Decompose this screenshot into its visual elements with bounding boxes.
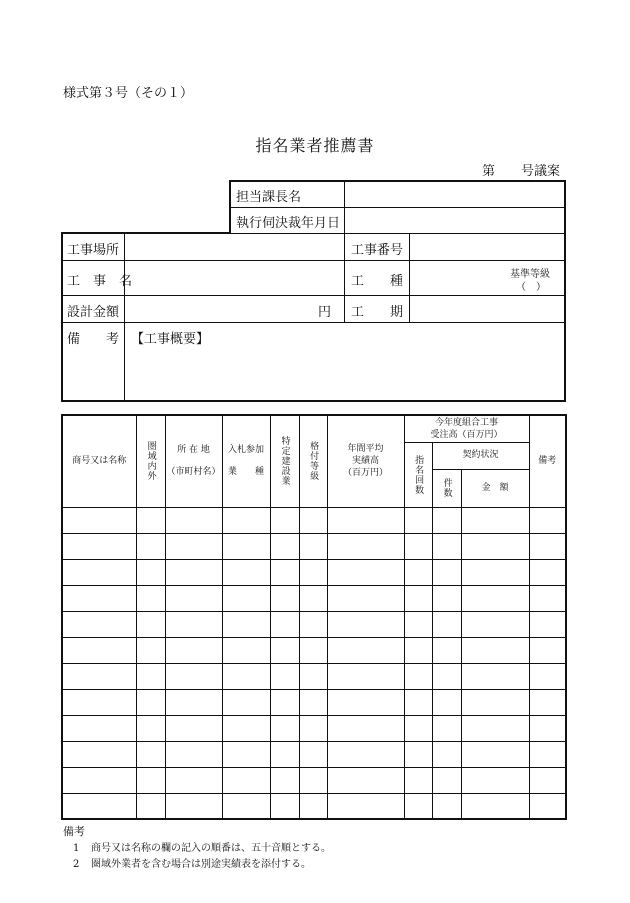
table-cell[interactable] [136,715,165,741]
table-cell[interactable] [461,507,529,533]
table-cell[interactable] [299,741,327,767]
table-cell[interactable] [222,507,270,533]
table-cell[interactable] [165,585,222,611]
col-count: 件数 [441,478,452,498]
table-cell[interactable] [222,637,270,663]
col-thisyear: 今年度組合工事 [435,417,499,428]
table-cell[interactable] [165,767,222,793]
table-row [62,611,566,637]
table-cell[interactable] [222,585,270,611]
table-cell[interactable] [461,741,529,767]
table-cell[interactable] [432,663,461,689]
table-cell[interactable] [270,585,299,611]
table-cell[interactable] [222,715,270,741]
table-cell[interactable] [165,637,222,663]
table-cell[interactable] [165,507,222,533]
table-cell[interactable] [62,611,136,637]
table-cell[interactable] [222,559,270,585]
col-shimei: 指名回数 [413,454,424,495]
table-cell[interactable] [62,585,136,611]
agenda-number [482,160,560,179]
table-cell[interactable] [529,663,566,689]
table-cell[interactable] [165,611,222,637]
table-cell[interactable] [62,689,136,715]
col-bid-sub: 業 種 [227,467,264,478]
label-shikkou: 執行伺決裁年月日 [236,216,341,231]
table-cell[interactable] [136,507,165,533]
table-cell[interactable] [165,793,222,819]
table-cell[interactable] [432,507,461,533]
label-gaiyo: 【工事概要】 [131,332,210,347]
label-koshu: 工 種 [351,274,404,289]
table-cell[interactable] [136,663,165,689]
table-cell[interactable] [165,715,222,741]
agenda-label-left: 第 [482,164,496,179]
table-cell[interactable] [270,715,299,741]
table-cell[interactable] [461,533,529,559]
table-row [62,689,566,715]
table-cell[interactable] [136,637,165,663]
table-row [62,663,566,689]
table-cell[interactable] [404,637,432,663]
table-cell[interactable] [404,507,432,533]
table-cell[interactable] [136,559,165,585]
label-koki: 工 期 [351,305,404,320]
table-cell[interactable] [299,637,327,663]
notes-heading: 備考 [63,825,85,838]
table-cell[interactable] [136,533,165,559]
table-cell[interactable] [136,741,165,767]
table-row [62,715,566,741]
table-cell[interactable] [327,585,404,611]
table-row [62,507,566,533]
table-row [62,637,566,663]
contractor-list-table [61,414,567,820]
table-cell[interactable] [461,663,529,689]
col-thisyear-sub: 受注高（百万円） [430,429,503,440]
notes [63,823,331,873]
col-avg-unit: （百万円） [342,468,388,479]
label-kijun: 基準等級 [510,269,550,280]
table-cell[interactable] [432,533,461,559]
table-cell[interactable] [327,715,404,741]
table-cell[interactable] [62,559,136,585]
table-cell[interactable] [165,663,222,689]
col-bid: 入札参加 [227,445,264,456]
table-cell[interactable] [432,741,461,767]
table-cell[interactable] [327,793,404,819]
table-row [62,767,566,793]
table-cell[interactable] [327,611,404,637]
label-sekkei: 設計金額 [67,305,120,320]
col-special: 特定建設業 [279,436,290,487]
col-amount: 金 額 [461,469,529,507]
table-cell[interactable] [299,533,327,559]
agenda-label-right: 号議案 [521,164,561,179]
table-cell[interactable] [529,637,566,663]
label-koji-bango: 工事番号 [351,243,404,258]
table-cell[interactable] [299,793,327,819]
table-cell[interactable] [327,767,404,793]
table-cell[interactable] [165,689,222,715]
table-cell[interactable] [529,793,566,819]
col-location-sub: （市町村名） [166,467,221,478]
table-cell[interactable] [404,533,432,559]
table-cell[interactable] [62,637,136,663]
table-cell[interactable] [270,559,299,585]
table-cell[interactable] [404,767,432,793]
table-cell[interactable] [461,585,529,611]
table-cell[interactable] [270,533,299,559]
table-cell[interactable] [404,793,432,819]
table-cell[interactable] [62,533,136,559]
table-cell[interactable] [270,767,299,793]
table-cell[interactable] [299,715,327,741]
table-cell[interactable] [222,767,270,793]
table-cell[interactable] [270,793,299,819]
table-cell[interactable] [62,715,136,741]
col-inout: 圏域内外 [145,441,156,482]
table-cell[interactable] [270,689,299,715]
table-cell[interactable] [270,637,299,663]
table-cell[interactable] [461,611,529,637]
table-cell[interactable] [136,793,165,819]
table-cell[interactable] [299,611,327,637]
label-koji-basho: 工事場所 [67,243,120,258]
table-cell[interactable] [62,507,136,533]
col-grade: 格付等級 [308,441,319,482]
col-name: 商号又は名称 [62,415,136,507]
table-cell[interactable] [62,793,136,819]
table-cell[interactable] [222,793,270,819]
table-cell[interactable] [432,637,461,663]
table-cell[interactable] [461,559,529,585]
table-cell[interactable] [299,559,327,585]
table-cell[interactable] [327,663,404,689]
table-cell[interactable] [461,689,529,715]
table-cell[interactable] [299,767,327,793]
table-cell[interactable] [529,741,566,767]
table-cell[interactable] [461,767,529,793]
table-cell[interactable] [299,507,327,533]
table-cell[interactable] [222,741,270,767]
table-row [62,793,566,819]
table-cell[interactable] [529,689,566,715]
table-cell[interactable] [136,689,165,715]
table-cell[interactable] [432,689,461,715]
label-koji-mei: 工 事 名 [67,274,133,289]
table-cell[interactable] [327,689,404,715]
table-cell[interactable] [529,767,566,793]
table-cell[interactable] [327,507,404,533]
table-cell[interactable] [327,559,404,585]
note-item-1: 1 商号又は名称の欄の記入の順番は、五十音順とする。 [73,842,331,854]
table-cell[interactable] [136,611,165,637]
note-item-2: 2 圏域外業者を含む場合は別途実績表を添付する。 [73,858,311,870]
table-cell[interactable] [432,559,461,585]
table-cell[interactable] [404,741,432,767]
table-cell[interactable] [404,611,432,637]
table-cell[interactable] [222,611,270,637]
table-cell[interactable] [529,715,566,741]
table-cell[interactable] [136,767,165,793]
table-cell[interactable] [327,741,404,767]
table-cell[interactable] [270,741,299,767]
col-location: 所 在 地 [177,445,210,456]
table-cell[interactable] [461,715,529,741]
table-cell[interactable] [461,637,529,663]
table-cell[interactable] [529,559,566,585]
table-cell[interactable] [299,689,327,715]
table-cell[interactable] [222,689,270,715]
label-tantou: 担当課長名 [236,190,302,205]
table-cell[interactable] [432,767,461,793]
table-cell[interactable] [222,533,270,559]
table-cell[interactable] [62,767,136,793]
table-cell[interactable] [432,793,461,819]
col-remarks: 備考 [529,415,566,507]
document-title: 指名業者推薦書 [255,136,375,155]
table-cell[interactable] [270,611,299,637]
table-cell[interactable] [136,585,165,611]
table-cell[interactable] [404,689,432,715]
table-cell[interactable] [432,715,461,741]
table-cell[interactable] [165,741,222,767]
table-cell[interactable] [529,585,566,611]
table-cell[interactable] [270,663,299,689]
table-cell[interactable] [299,585,327,611]
table-cell[interactable] [404,585,432,611]
table-cell[interactable] [432,585,461,611]
table-cell[interactable] [327,533,404,559]
label-biko: 備 考 [67,332,120,347]
table-cell[interactable] [461,793,529,819]
form-id: 様式第３号（その１） [63,86,194,101]
col-avg: 年間平均 [347,444,384,455]
table-cell[interactable] [432,611,461,637]
table-cell[interactable] [404,715,432,741]
table-cell[interactable] [165,533,222,559]
table-row [62,559,566,585]
table-cell[interactable] [270,507,299,533]
table-row [62,533,566,559]
table-cell[interactable] [165,559,222,585]
label-kijun-paren: （ ） [516,282,546,293]
table-row [62,585,566,611]
table-cell[interactable] [299,663,327,689]
table-cell[interactable] [529,533,566,559]
table-cell[interactable] [222,663,270,689]
table-cell[interactable] [327,637,404,663]
table-cell[interactable] [529,507,566,533]
table-cell[interactable] [404,559,432,585]
table-row [62,741,566,767]
table-cell[interactable] [62,663,136,689]
label-yen: 円 [318,305,332,320]
table-cell[interactable] [404,663,432,689]
table-cell[interactable] [529,611,566,637]
table-cell[interactable] [62,741,136,767]
col-contract: 契約状況 [432,442,529,469]
col-avg-sub: 実績高 [351,456,379,467]
